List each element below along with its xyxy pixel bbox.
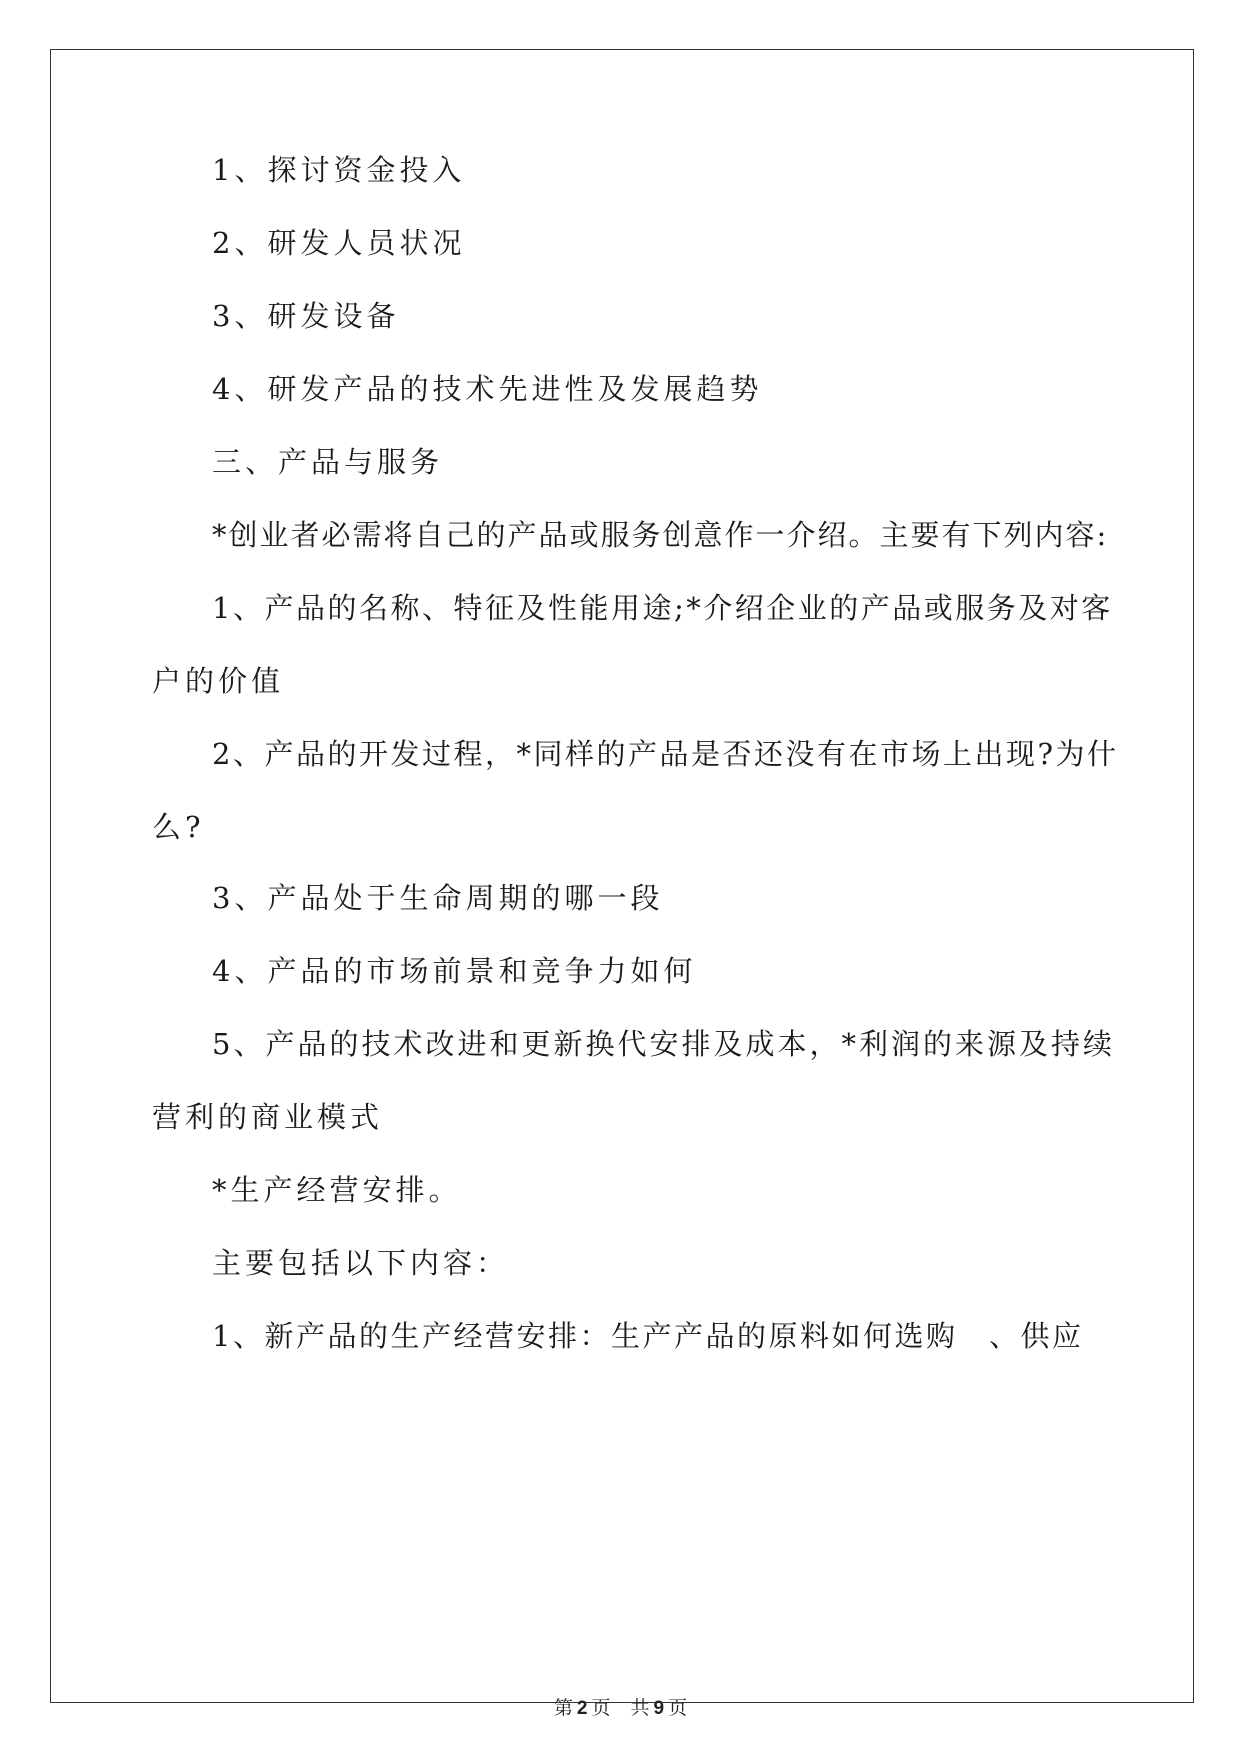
- text-line: 么?: [152, 810, 205, 844]
- text-line: 2、产品的开发过程，*同样的产品是否还没有在市场上出现?为什: [212, 737, 1119, 771]
- footer-prefix: 第: [553, 1697, 573, 1719]
- text-line: 3、产品处于生命周期的哪一段: [212, 881, 664, 915]
- page-number: 2: [576, 1698, 588, 1719]
- text-line: 1、产品的名称、特征及性能用途;*介绍企业的产品或服务及对客: [212, 591, 1113, 625]
- total-pages: 9: [653, 1698, 665, 1719]
- text-line: 主要包括以下内容：: [212, 1246, 510, 1280]
- text-line: *创业者必需将自己的产品或服务创意作一介绍。主要有下列内容:: [212, 518, 1109, 552]
- footer-page-suffix: 页: [591, 1697, 611, 1719]
- text-line: 营利的商业模式: [152, 1100, 384, 1134]
- text-line: *生产经营安排。: [212, 1173, 462, 1207]
- text-line: 1、探讨资金投入: [212, 153, 466, 187]
- section-heading: 三、产品与服务: [212, 445, 444, 479]
- text-line: 4、研发产品的技术先进性及发展趋势: [212, 372, 763, 406]
- text-line: 户的价值: [152, 664, 285, 698]
- text-line: 5、产品的技术改进和更新换代安排及成本，*利润的来源及持续: [212, 1027, 1115, 1061]
- footer-total-prefix: 共: [630, 1697, 650, 1719]
- text-line: 1、新产品的生产经营安排：生产产品的原料如何选购 、供应: [212, 1319, 1084, 1353]
- text-line: 2、研发人员状况: [212, 226, 466, 260]
- footer-total-suffix: 页: [668, 1697, 688, 1719]
- text-line: 4、产品的市场前景和竞争力如何: [212, 954, 697, 988]
- text-line: 3、研发设备: [212, 299, 400, 333]
- page-footer: [0, 1693, 1241, 1720]
